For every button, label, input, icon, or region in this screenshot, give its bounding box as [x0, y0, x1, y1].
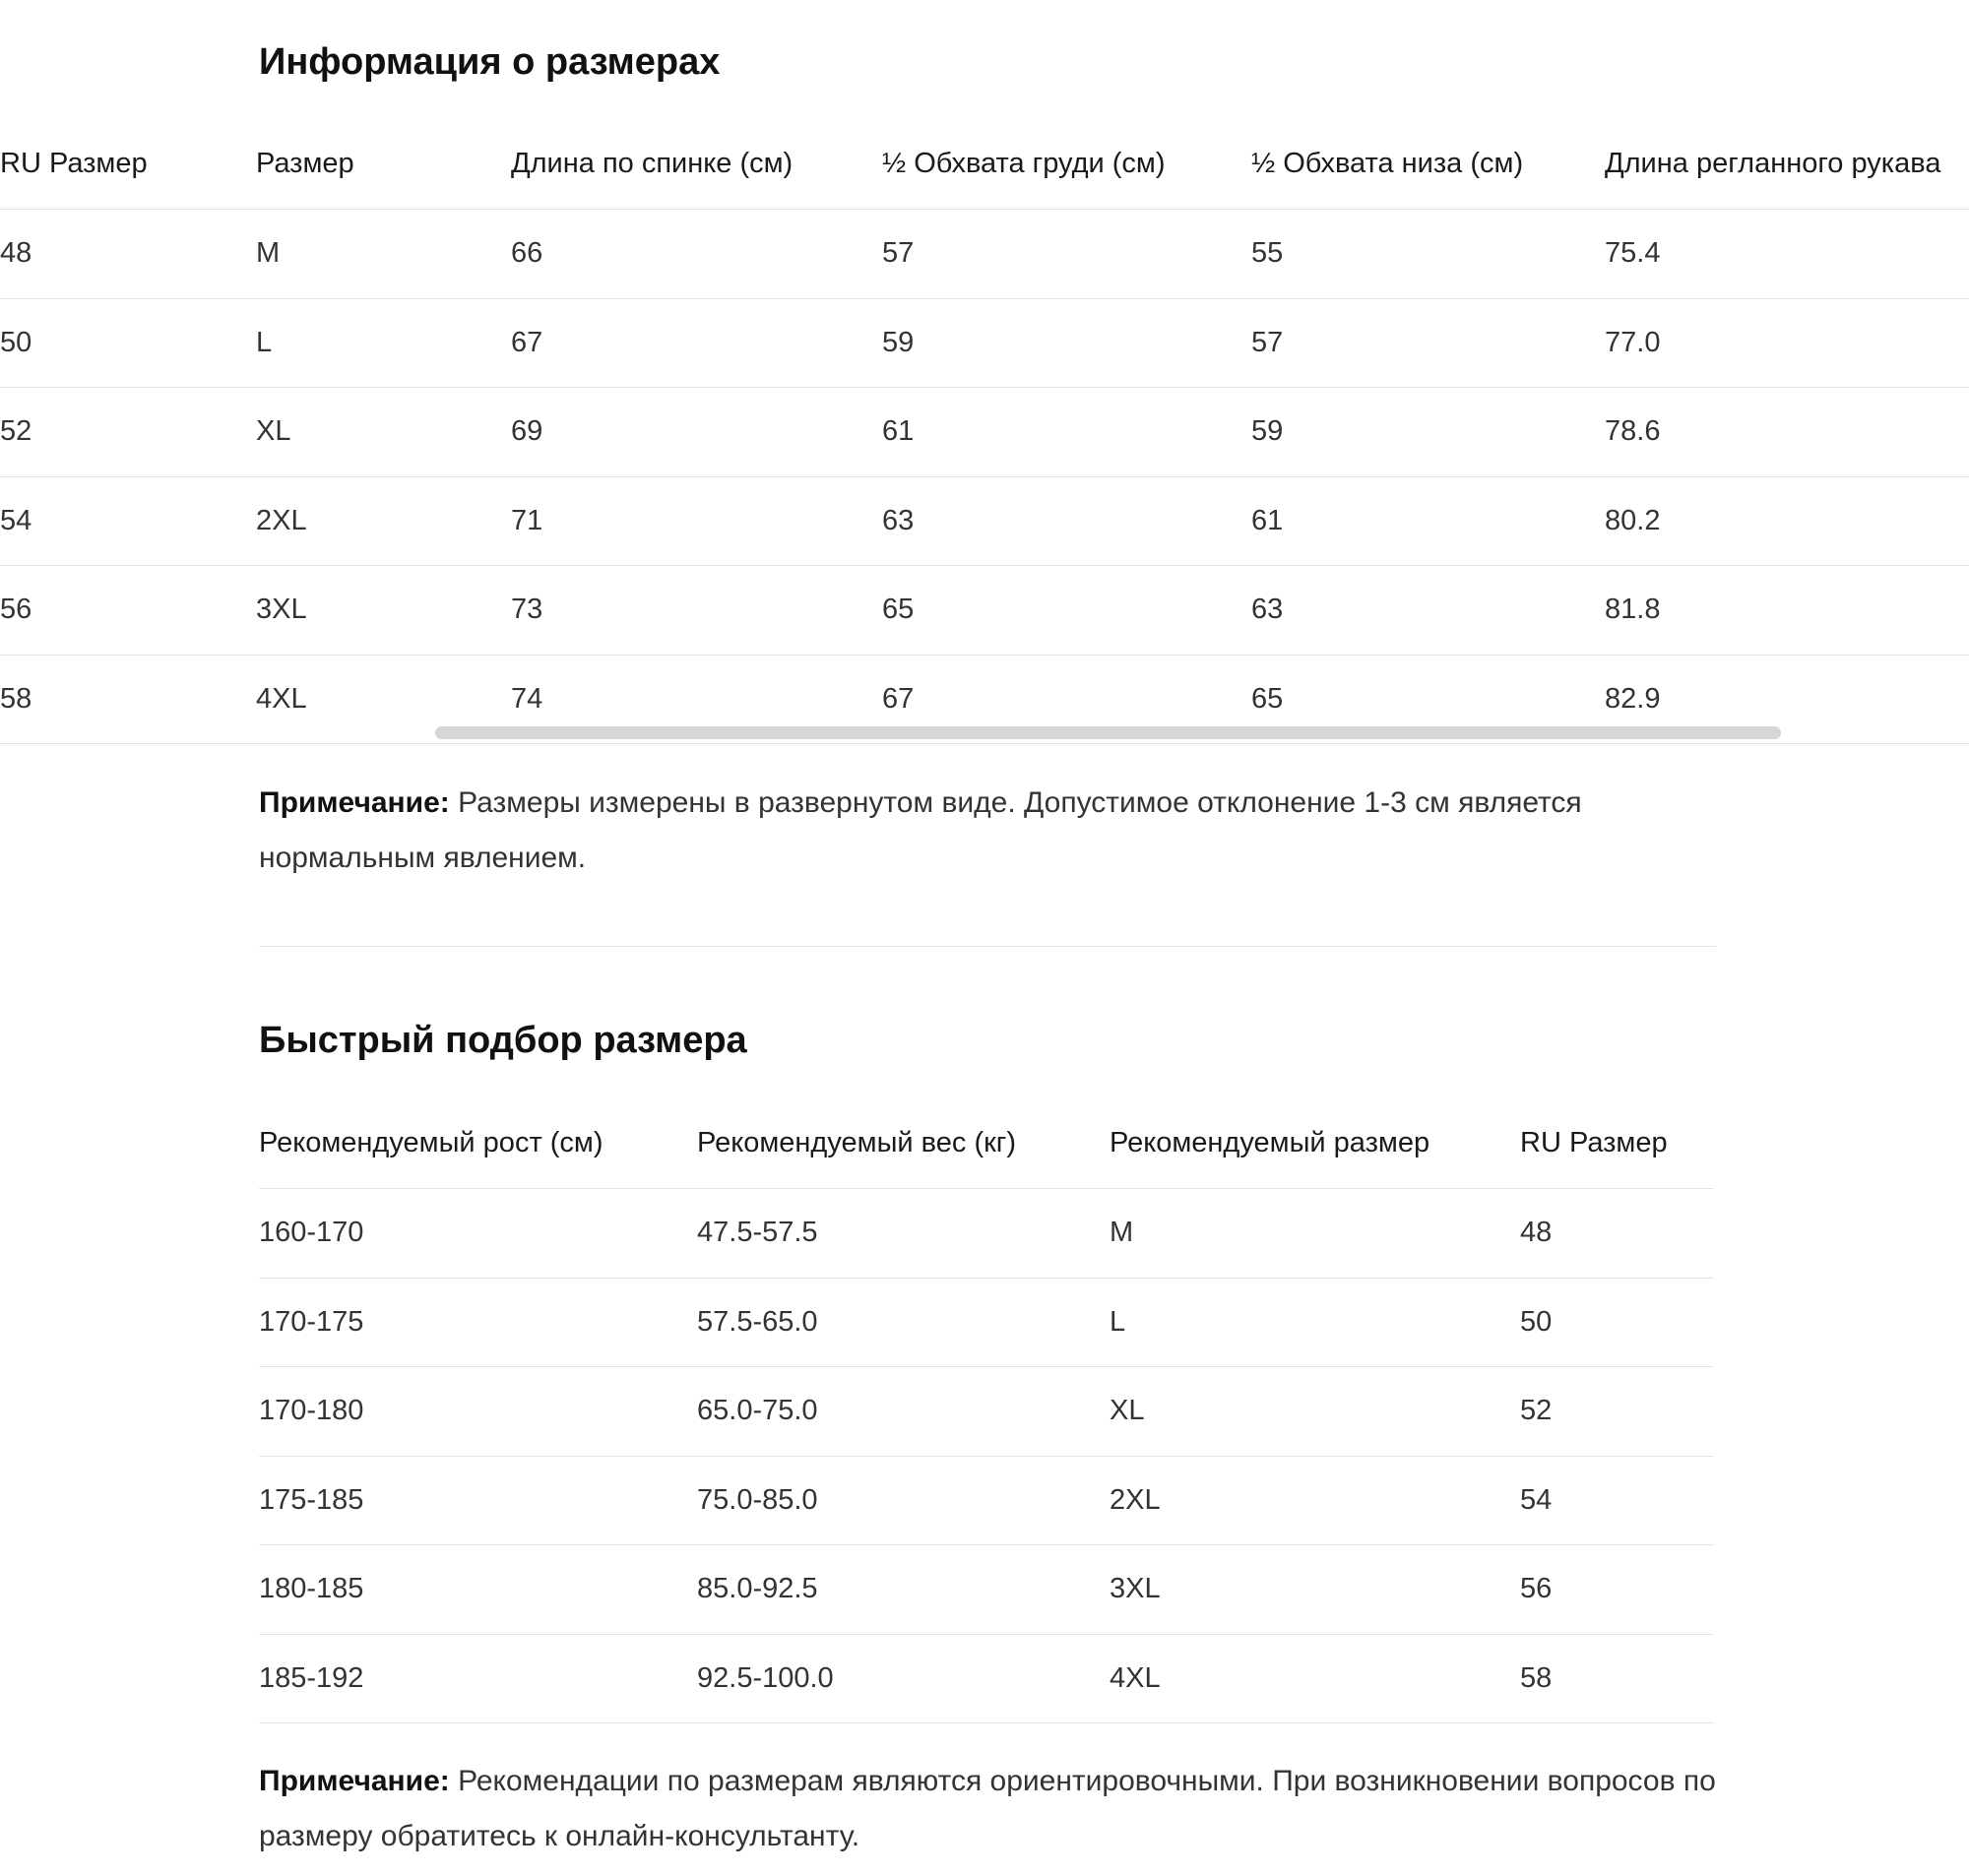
size-table-scroll-container[interactable]	[0, 118, 1969, 744]
table-cell: XL	[256, 388, 511, 477]
table-cell: 54	[1520, 1456, 1714, 1545]
column-header-weight: Рекомендуемый вес (кг)	[697, 1098, 1110, 1189]
table-cell: 170-175	[259, 1278, 697, 1367]
table-row	[0, 388, 1969, 477]
table-row	[0, 476, 1969, 566]
table-header-row	[0, 118, 1969, 210]
size-info-title: Информация о размерах	[259, 41, 721, 83]
table-cell: 2XL	[256, 476, 511, 566]
table-cell: 69	[511, 388, 882, 477]
table-cell: 180-185	[259, 1545, 697, 1635]
table-cell: L	[256, 298, 511, 388]
note-label: Примечание:	[259, 1765, 450, 1797]
table-cell: 57	[1251, 298, 1605, 388]
table-cell: 3XL	[1110, 1545, 1520, 1635]
table-cell: 3XL	[256, 566, 511, 656]
table-cell: 77.0	[1605, 298, 1969, 388]
horizontal-scrollbar-thumb[interactable]	[435, 726, 1781, 739]
size-info-table	[0, 118, 1969, 744]
table-cell: 71	[511, 476, 882, 566]
table-cell: 48	[1520, 1189, 1714, 1279]
table-cell: 65.0-75.0	[697, 1367, 1110, 1457]
table-cell: 80.2	[1605, 476, 1969, 566]
quick-fit-note	[259, 1754, 1716, 1864]
table-cell: 2XL	[1110, 1456, 1520, 1545]
table-cell: 50	[0, 298, 256, 388]
table-cell: 160-170	[259, 1189, 697, 1279]
table-cell: 47.5-57.5	[697, 1189, 1110, 1279]
table-cell: 59	[882, 298, 1251, 388]
table-cell: 65	[1251, 655, 1605, 744]
table-cell: 52	[1520, 1367, 1714, 1457]
table-cell: 78.6	[1605, 388, 1969, 477]
table-cell: 67	[511, 298, 882, 388]
column-header-raglan-sleeve: Длина регланного рукава	[1605, 118, 1969, 210]
table-row	[0, 298, 1969, 388]
table-row	[259, 1367, 1714, 1457]
table-cell: 92.5-100.0	[697, 1634, 1110, 1723]
table-cell: 175-185	[259, 1456, 697, 1545]
note-text: Размеры измерены в развернутом виде. Допустимое отклонение 1-3 см является нормальным явлением.	[259, 786, 1582, 874]
table-cell: 59	[1251, 388, 1605, 477]
table-cell: 61	[1251, 476, 1605, 566]
table-cell: 66	[511, 210, 882, 299]
table-cell: 48	[0, 210, 256, 299]
column-header-recommended-size: Рекомендуемый размер	[1110, 1098, 1520, 1189]
column-header-ru-size: RU Размер	[0, 118, 256, 210]
table-cell: 81.8	[1605, 566, 1969, 656]
table-cell: M	[256, 210, 511, 299]
table-cell: 85.0-92.5	[697, 1545, 1110, 1635]
table-cell: M	[1110, 1189, 1520, 1279]
table-row	[259, 1545, 1714, 1635]
table-cell: 170-180	[259, 1367, 697, 1457]
column-header-height: Рекомендуемый рост (см)	[259, 1098, 697, 1189]
table-header-row	[259, 1098, 1714, 1189]
table-cell: XL	[1110, 1367, 1520, 1457]
table-cell: 56	[0, 566, 256, 656]
table-cell: 75.4	[1605, 210, 1969, 299]
column-header-size: Размер	[256, 118, 511, 210]
table-cell: 65	[882, 566, 1251, 656]
column-header-ru-size: RU Размер	[1520, 1098, 1714, 1189]
table-cell: 4XL	[1110, 1634, 1520, 1723]
table-cell: 57	[882, 210, 1251, 299]
table-cell: 67	[882, 655, 1251, 744]
table-cell: 73	[511, 566, 882, 656]
table-cell: 82.9	[1605, 655, 1969, 744]
table-cell: 58	[1520, 1634, 1714, 1723]
table-cell: 63	[1251, 566, 1605, 656]
table-row	[259, 1189, 1714, 1279]
table-cell: 54	[0, 476, 256, 566]
table-cell: 58	[0, 655, 256, 744]
section-divider	[259, 946, 1716, 947]
table-row	[259, 1634, 1714, 1723]
table-row	[0, 210, 1969, 299]
table-row	[0, 566, 1969, 656]
note-label: Примечание:	[259, 786, 450, 819]
column-header-back-length: Длина по спинке (см)	[511, 118, 882, 210]
table-cell: L	[1110, 1278, 1520, 1367]
table-row	[259, 1456, 1714, 1545]
table-row	[259, 1278, 1714, 1367]
table-cell: 50	[1520, 1278, 1714, 1367]
note-text: Рекомендации по размерам являются ориентировочными. При возникновении вопросов по размеру обратитесь к онлайн-консультанту.	[259, 1765, 1716, 1852]
table-cell: 61	[882, 388, 1251, 477]
table-cell: 74	[511, 655, 882, 744]
table-cell: 63	[882, 476, 1251, 566]
table-cell: 185-192	[259, 1634, 697, 1723]
table-cell: 4XL	[256, 655, 511, 744]
table-cell: 56	[1520, 1545, 1714, 1635]
table-cell: 55	[1251, 210, 1605, 299]
table-cell: 57.5-65.0	[697, 1278, 1110, 1367]
size-info-note	[259, 776, 1716, 886]
quick-fit-title: Быстрый подбор размера	[259, 1020, 747, 1061]
table-cell: 75.0-85.0	[697, 1456, 1110, 1545]
column-header-half-hem: ½ Обхвата низа (см)	[1251, 118, 1605, 210]
table-cell: 52	[0, 388, 256, 477]
column-header-half-chest: ½ Обхвата груди (см)	[882, 118, 1251, 210]
quick-fit-table	[259, 1098, 1714, 1723]
